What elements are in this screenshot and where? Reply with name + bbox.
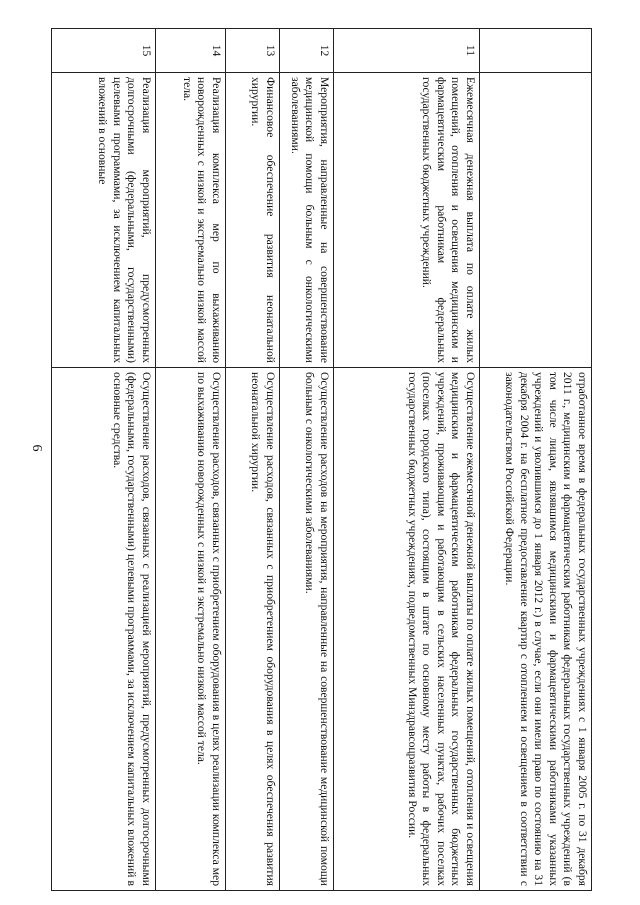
table-row (280, 29, 334, 891)
expense-name (480, 73, 592, 368)
row-number: 11 (334, 29, 480, 73)
expense-name: Ежемесячная денежная выплата по оплате жилых помещений, отопления и освещения медицинским и фармацевтическим работникам федеральных государственных бюджетных учреждений. (334, 73, 480, 368)
expense-description: отработанное время в федеральных государственных учреждениях с 1 января 2005 г. по 31 декабря 2011 г., медицинским и фармацевтическим работникам федеральных государственных учреждений (в том числе лицам, являвшимся медицинскими и фармацевтическими работниками указанных учреждений и уволившимся до 1 января 2012 г.) в случае, если они имели право по состоянию на 31 декабря 2004 г. на бесплатное предоставление квартир с отоплением и освещением в соответствии с законодательством Российской Федерации. (480, 368, 592, 891)
row-number: 12 (280, 29, 334, 73)
expense-description: Осуществление расходов, связанных с приобретением оборудования в целях реализации комплекса мер по выхаживанию новорожденных с низкой и экстремально низкой массой тела. (156, 368, 226, 891)
page-number: 6 (29, 444, 44, 452)
expense-description: Осуществление расходов, связанных с приобретением оборудования в целях обеспечения развития неонатальной хирургии. (226, 368, 280, 891)
expense-name: Реализация мероприятий, предусмотренных долгосрочными (федеральными, государственными) целевыми программами, за исключением капитальных вложений в основные (52, 73, 156, 368)
expense-name: Реализация комплекса мер по выхаживанию новорожденных с низкой и экстремально низкой массой тела. (156, 73, 226, 368)
table-row (52, 29, 156, 891)
row-number: 14 (156, 29, 226, 73)
table-row (480, 29, 592, 891)
expense-name: Финансовое обеспечение развития неонатальной хирургии. (226, 73, 280, 368)
row-number: 15 (52, 29, 156, 73)
table-row (334, 29, 480, 891)
expense-description: Осуществление расходов на мероприятия, направленные на совершенствование медицинской помощи больным с онкологическими заболеваниями. (280, 368, 334, 891)
table-row (226, 29, 280, 891)
expense-description: Осуществление расходов, связанных с реализацией мероприятий, предусмотренных долгосрочными (федеральными, государственными) целевыми программами, за исключением капитальных вложений в основные средства. (52, 368, 156, 891)
row-number (480, 29, 592, 73)
expense-name: Мероприятия, направленные на совершенствование медицинской помощи больным с онкологическими заболеваниями. (280, 73, 334, 368)
expenditure-table (51, 28, 592, 891)
expense-description: Осуществление ежемесячной денежной выплаты по оплате жилых помещений, отопления и освещения медицинским и фармацевтическим работникам федеральных государственных бюджетных учреждений, проживающим и работающим в сельских населенных пунктах, рабочих поселках (поселках городского типа), состоящим в штате по основному месту работы в федеральных государственных бюджетных учреждениях, подведомственных Минздравсоцразвития России. (334, 368, 480, 891)
rotated-table-container (52, 28, 592, 890)
row-number: 13 (226, 29, 280, 73)
table-row (156, 29, 226, 891)
